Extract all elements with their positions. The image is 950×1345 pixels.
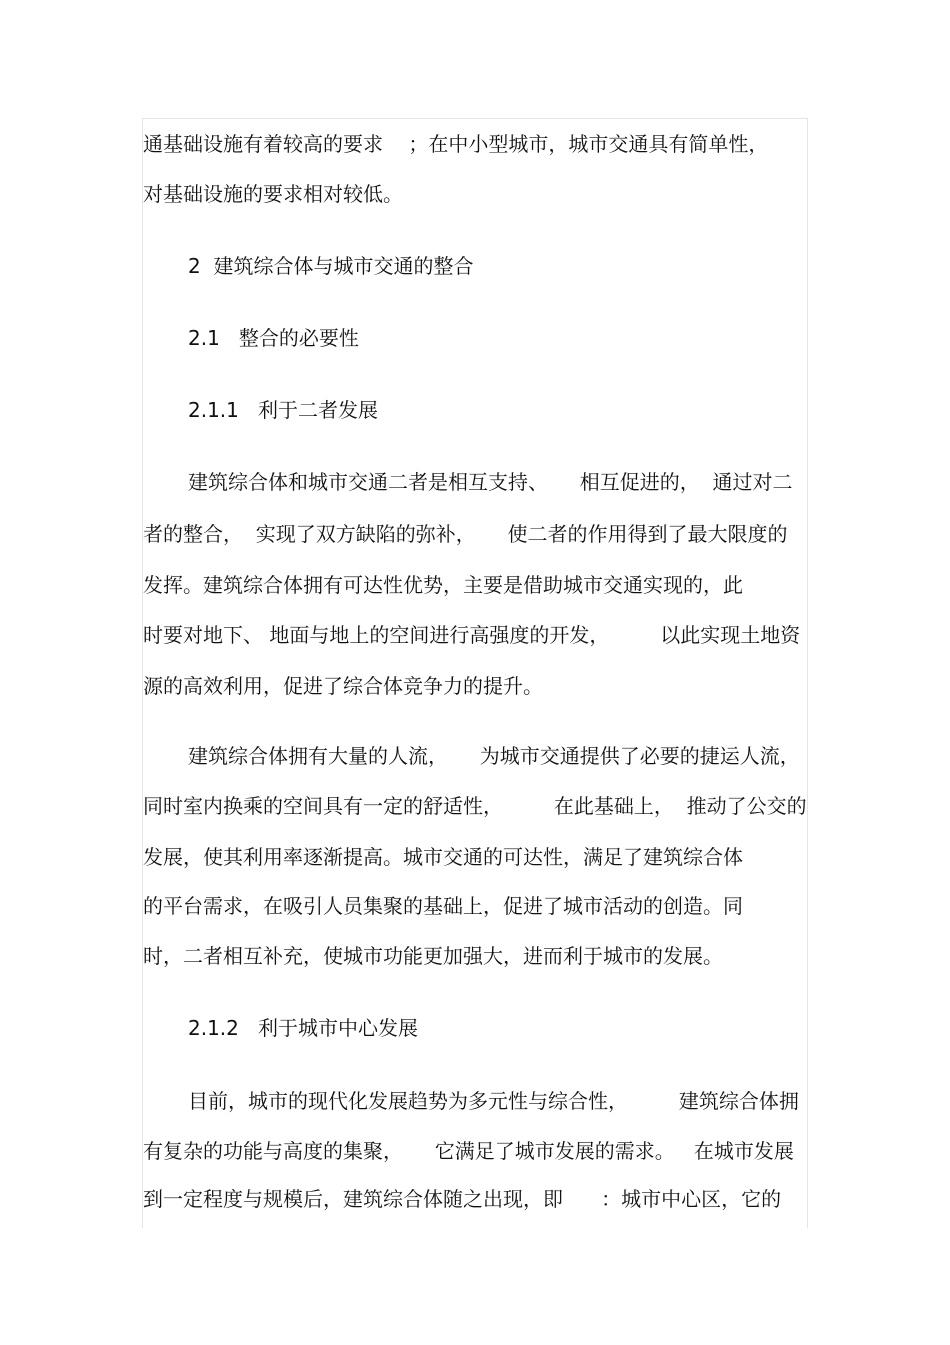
body-text-line: 同时室内换乘的空间具有一定的舒适性， 在此基础上， 推动了公交的 <box>143 794 807 818</box>
body-text-line: 发展，使其利用率逐渐提高。城市交通的可达性，满足了建筑综合体 <box>143 845 743 869</box>
body-text-line: 有复杂的功能与高度的集聚， 它满足了城市发展的需求。 在城市发展 <box>143 1139 794 1163</box>
body-text-line: 时，二者相互补充，使城市功能更加强大，进而利于城市的发展。 <box>143 944 723 968</box>
body-text-line: 通基础设施有着较高的要求 ；在中小型城市，城市交通具有简单性， <box>143 132 769 156</box>
body-text-line: 发挥。建筑综合体拥有可达性优势，主要是借助城市交通实现的，此 <box>143 573 743 597</box>
section-heading: 2 建筑综合体与城市交通的整合 <box>188 254 474 278</box>
subsection-heading: 2.1 整合的必要性 <box>188 326 359 350</box>
subsubsection-heading: 2.1.1 利于二者发展 <box>188 398 378 422</box>
body-text-line: 时要对地下、 地面与地上的空间进行高强度的开发， 以此实现土地资 <box>143 623 801 647</box>
paragraph-first-line: 目前，城市的现代化发展趋势为多元性与综合性， 建筑综合体拥 <box>188 1089 799 1113</box>
body-text-line: 到一定程度与规模后，建筑综合体随之出现，即 ：城市中心区，它的 <box>143 1187 782 1211</box>
body-text-line: 对基础设施的要求相对较低。 <box>143 182 403 206</box>
body-text-line: 的平台需求，在吸引人员集聚的基础上，促进了城市活动的创造。同 <box>143 894 743 918</box>
paragraph-first-line: 建筑综合体拥有大量的人流， 为城市交通提供了必要的捷运人流， <box>188 744 800 768</box>
body-text-line: 源的高效利用，促进了综合体竞争力的提升。 <box>143 674 543 698</box>
body-text-line: 者的整合， 实现了双方缺陷的弥补， 使二者的作用得到了最大限度的 <box>143 522 788 546</box>
paragraph-first-line: 建筑综合体和城市交通二者是相互支持、 相互促进的， 通过对二 <box>188 470 793 494</box>
subsubsection-heading: 2.1.2 利于城市中心发展 <box>188 1016 418 1040</box>
